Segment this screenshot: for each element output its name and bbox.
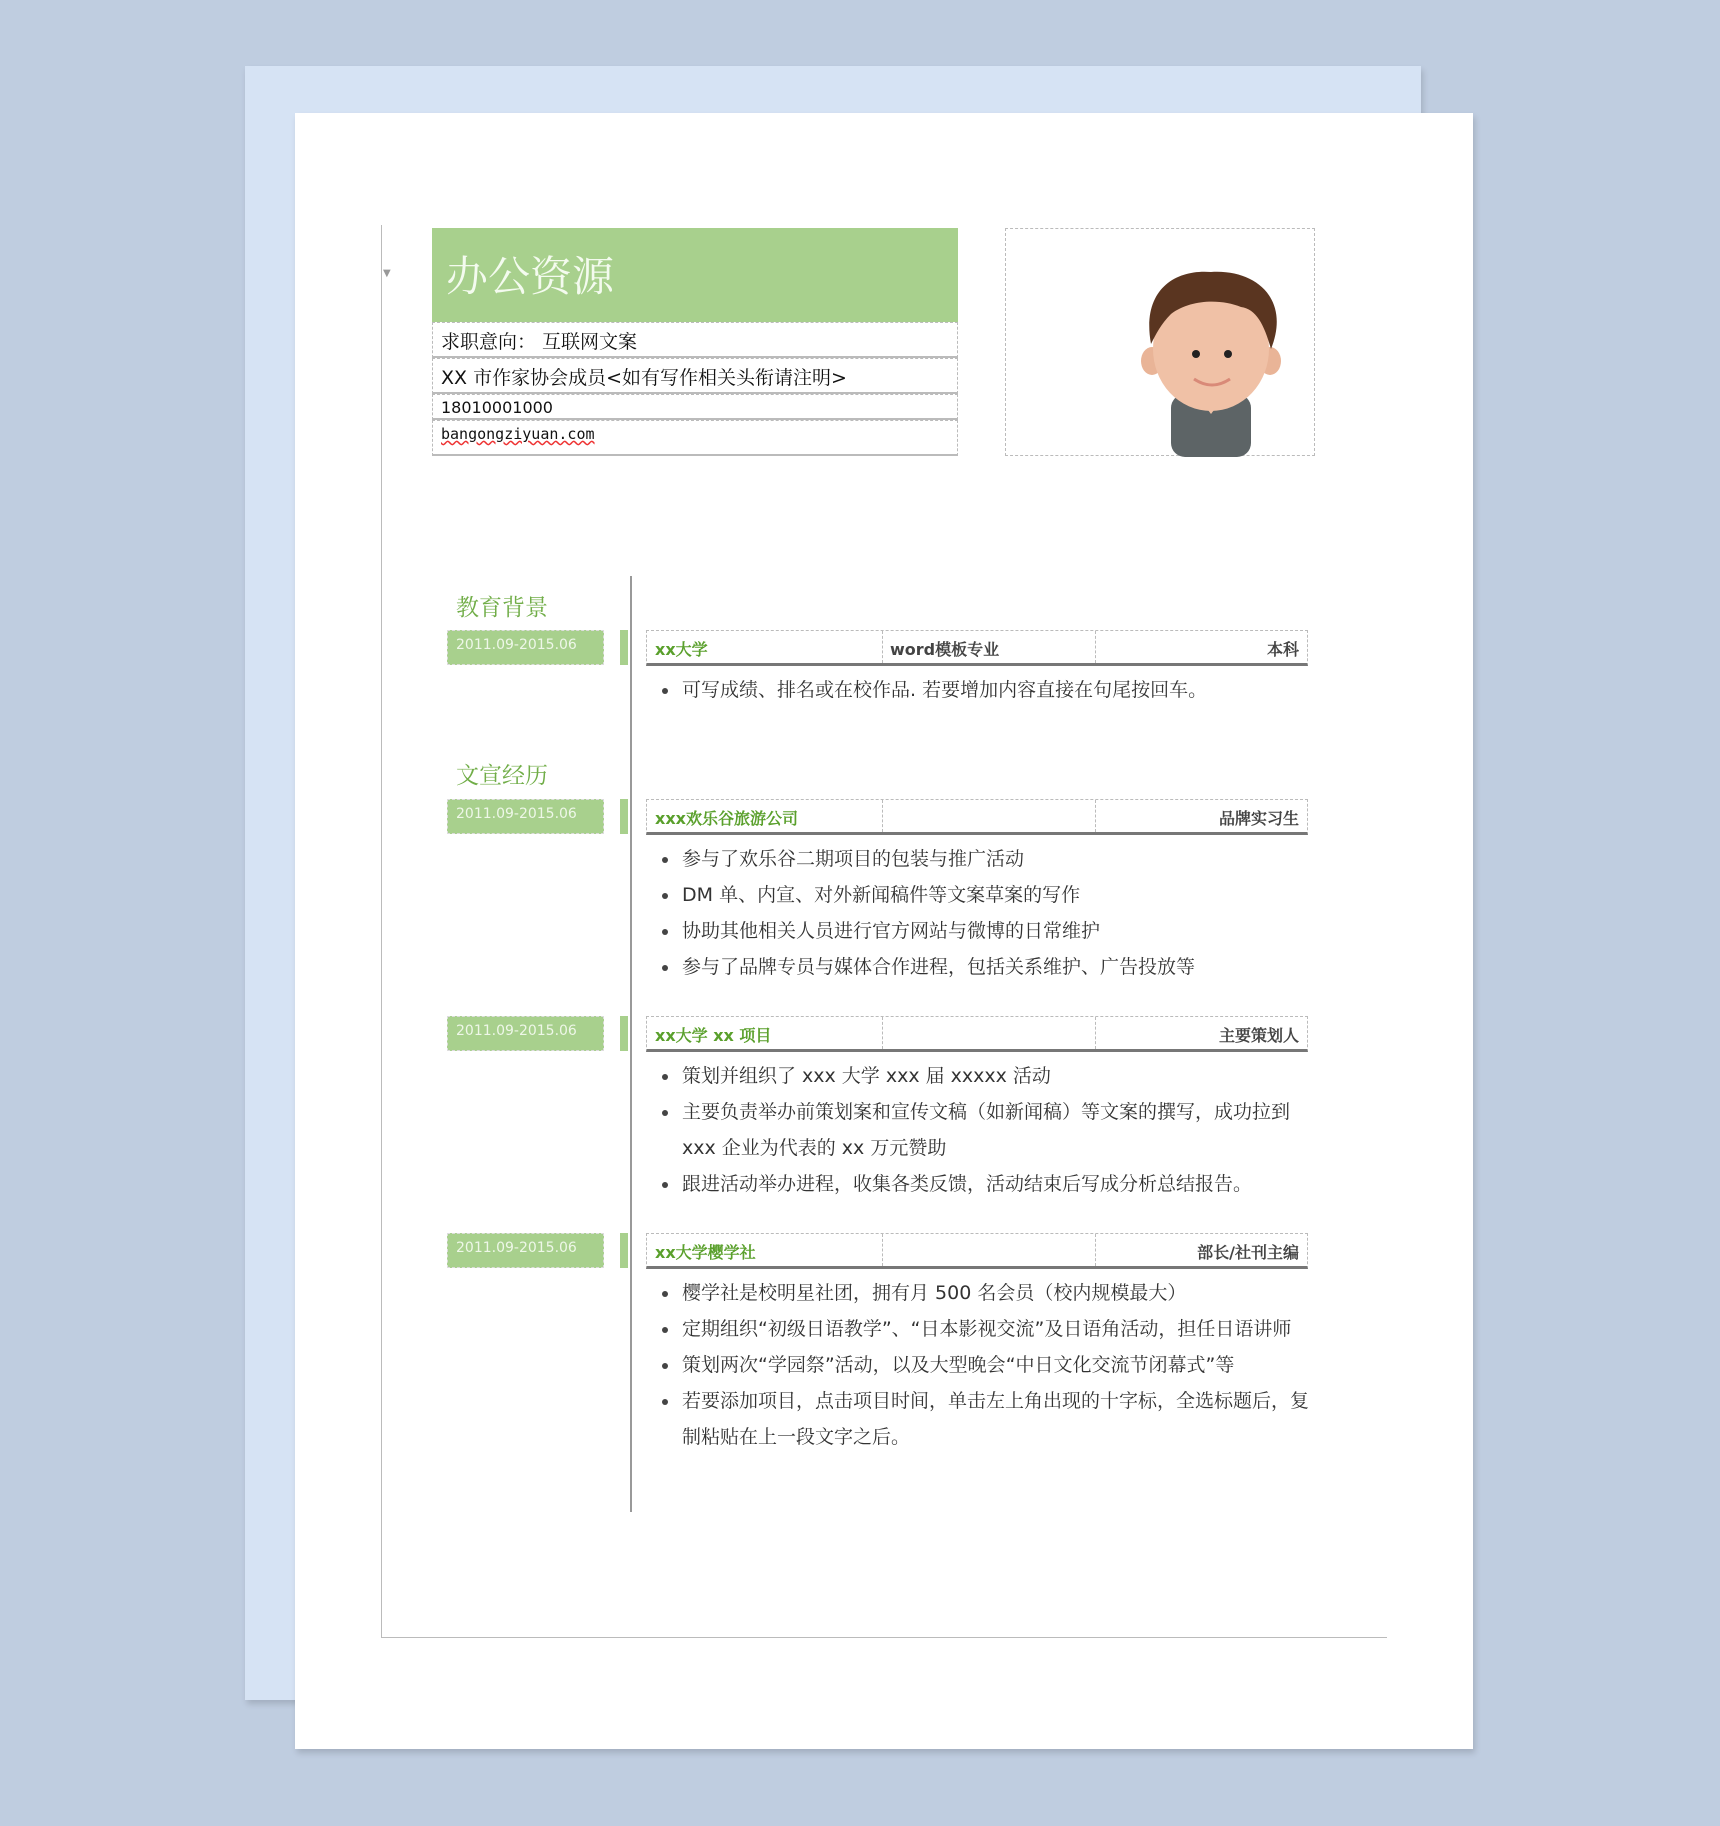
bullet-item: 主要负责举办前策划案和宣传文稿（如新闻稿）等文案的撰写，成功拉到 xxx 企业为代表的 xx 万元赞助: [660, 1094, 1320, 1166]
entry-marker: [620, 630, 628, 665]
entry-major: word模板专业: [890, 640, 1000, 659]
entry-role: 主要策划人: [1218, 1026, 1299, 1045]
bullet-item: 定期组织“初级日语教学”、“日本影视交流”及日语角活动，担任日语讲师: [660, 1311, 1320, 1347]
entry-date: 2011.09-2015.06: [447, 1233, 604, 1268]
entry-org: xxx欢乐谷旅游公司: [655, 809, 798, 828]
entry-header: [646, 630, 1308, 666]
entry-role: 部长/社刊主编: [1197, 1243, 1299, 1262]
resume-page: [295, 113, 1473, 1749]
website: [432, 420, 958, 456]
job-intent: 求职意向： 互联网文案: [432, 322, 958, 358]
entry-header: [646, 1016, 1308, 1052]
membership: XX 市作家协会成员<如有写作相关头衔请注明>: [432, 358, 958, 394]
avatar: [1005, 228, 1315, 456]
website-text: bangongziyuan.com: [441, 425, 595, 443]
entry-marker: [620, 1016, 628, 1051]
avatar-illustration-icon: [1006, 229, 1316, 457]
entry-role: 本科: [1266, 640, 1299, 659]
entry-bullets: [660, 841, 1320, 985]
bullet-item: 协助其他相关人员进行官方网站与微博的日常维护: [660, 913, 1320, 949]
entry-org: xx大学: [655, 640, 708, 659]
bullet-item: 可写成绩、排名或在校作品. 若要增加内容直接在句尾按回车。: [660, 672, 1320, 708]
bullet-item: 若要添加项目，点击项目时间，单击左上角出现的十字标，全选标题后，复制粘贴在上一段文字之后。: [660, 1383, 1320, 1455]
entry-bullets: [660, 1275, 1320, 1455]
entry-marker: [620, 1233, 628, 1268]
bullet-item: 策划两次“学园祭”活动，以及大型晚会“中日文化交流节闭幕式”等: [660, 1347, 1320, 1383]
entry-marker: [620, 799, 628, 834]
entry-org: xx大学 xx 项目: [655, 1026, 772, 1045]
bullet-item: 樱学社是校明星社团，拥有月 500 名会员（校内规模最大）: [660, 1275, 1320, 1311]
phone: 18010001000: [432, 394, 958, 420]
collapse-arrow-icon[interactable]: ▼: [383, 268, 391, 279]
name-title: 办公资源: [432, 228, 958, 322]
bullet-item: 参与了品牌专员与媒体合作进程，包括关系维护、广告投放等: [660, 949, 1320, 985]
bullet-item: 参与了欢乐谷二期项目的包装与推广活动: [660, 841, 1320, 877]
entry-role: 品牌实习生: [1218, 809, 1299, 828]
entry-date: 2011.09-2015.06: [447, 799, 604, 834]
bullet-item: DM 单、内宣、对外新闻稿件等文案草案的写作: [660, 877, 1320, 913]
section-title-experience: 文宣经历: [456, 763, 548, 789]
entry-bullets: [660, 672, 1320, 708]
entry-header: [646, 799, 1308, 835]
bullet-item: 跟进活动举办进程，收集各类反馈，活动结束后写成分析总结报告。: [660, 1166, 1320, 1202]
entry-org: xx大学樱学社: [655, 1243, 756, 1262]
entry-bullets: [660, 1058, 1320, 1202]
section-title-education: 教育背景: [456, 595, 548, 621]
entry-header: [646, 1233, 1308, 1269]
bullet-item: 策划并组织了 xxx 大学 xxx 届 xxxxx 活动: [660, 1058, 1320, 1094]
header-table: [432, 228, 958, 456]
entry-date: 2011.09-2015.06: [447, 1016, 604, 1051]
entry-date: 2011.09-2015.06: [447, 630, 604, 665]
timeline-line: [630, 576, 632, 1512]
